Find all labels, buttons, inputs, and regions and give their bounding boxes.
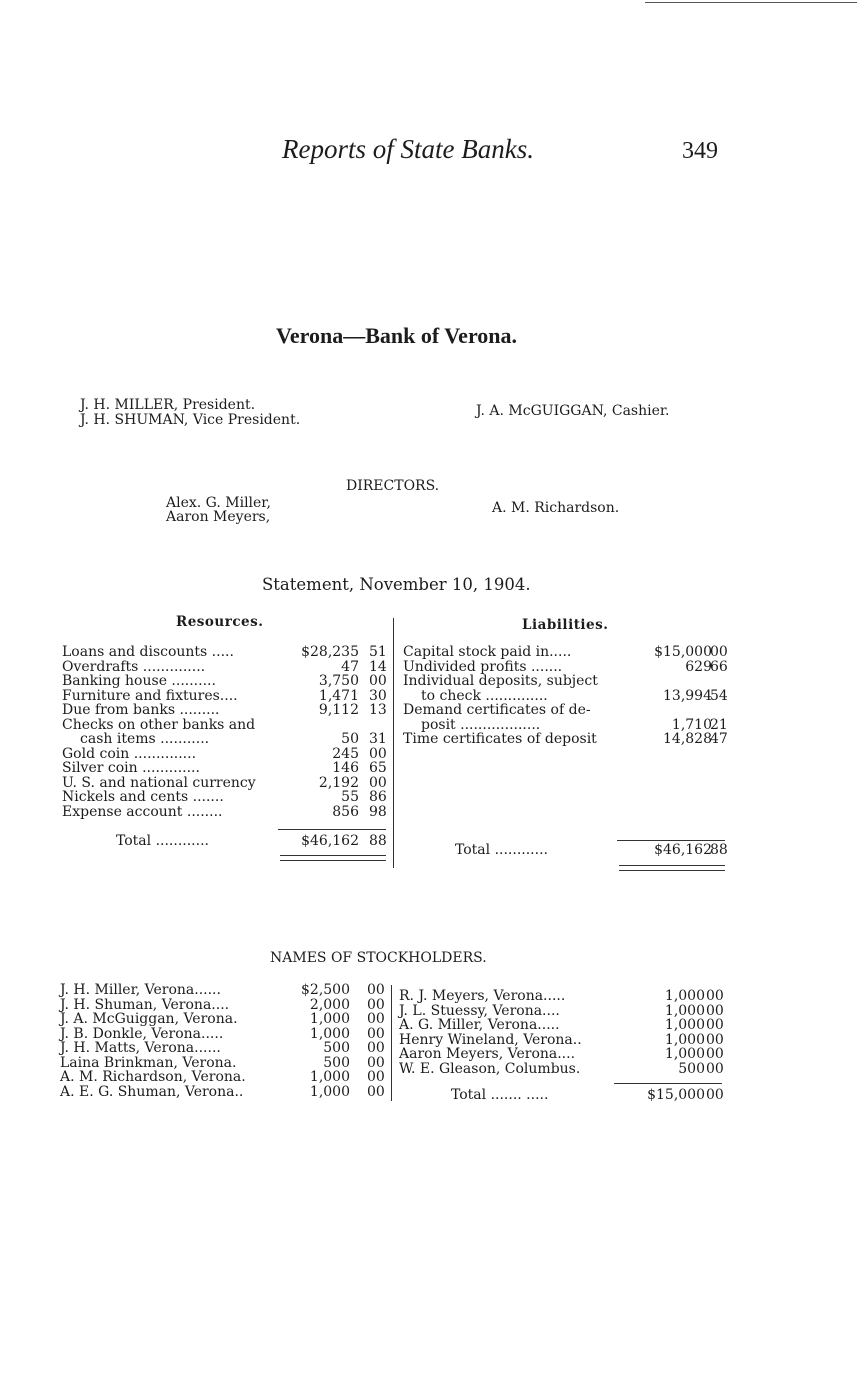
list-item: W. E. Gleason, Columbus. 500 00 xyxy=(399,1060,724,1077)
list-item: Aaron Meyers, Verona.... 1,000 00 xyxy=(399,1046,724,1062)
list-item: J. H. Shuman, Verona.... 2,000 00 xyxy=(60,996,385,1013)
table-row: Overdrafts .............. 47 14 xyxy=(62,658,387,675)
table-row: Demand certificates of de- xyxy=(403,702,591,718)
table-row: Nickels and cents ....... 55 86 xyxy=(62,789,387,805)
liabilities-table xyxy=(403,645,733,747)
total-row: Total ............ $46,162 88 xyxy=(116,833,387,849)
list-item: J. H. Matts, Verona...... 500 00 xyxy=(60,1040,385,1056)
total-row: Total ....... ..... $15,000 00 xyxy=(451,1087,724,1103)
subtotal-rule xyxy=(617,840,725,841)
table-row: cash items ........... 50 31 xyxy=(80,731,387,747)
officer-president: J. H. MILLER, President. xyxy=(80,397,256,413)
double-rule xyxy=(280,860,386,861)
list-item: R. J. Meyers, Verona..... 1,000 00 xyxy=(399,988,724,1004)
column-divider xyxy=(393,618,394,868)
table-row: Individual deposits, subject xyxy=(403,673,598,689)
total-row: Total ............ $46,162 88 xyxy=(455,842,728,858)
table-row: U. S. and national currency 2,192 00 xyxy=(62,774,387,791)
top-edge-rule xyxy=(645,2,857,3)
subtotal-rule xyxy=(278,829,386,830)
statement-date: Statement, November 10, 1904. xyxy=(262,575,531,594)
officer-vice-president: J. H. SHUMAN, Vice President. xyxy=(80,412,301,428)
director-name: Aaron Meyers, xyxy=(166,509,271,525)
list-item: J. L. Stuessy, Verona.... 1,000 00 xyxy=(399,1002,724,1019)
table-row: Expense account ........ 856 98 xyxy=(62,803,387,820)
liabilities-heading: Liabilities. xyxy=(522,617,609,633)
stockholders-heading: NAMES OF STOCKHOLDERS. xyxy=(270,950,487,966)
double-rule xyxy=(619,865,725,866)
running-head: Reports of State Banks. xyxy=(282,134,534,164)
liabilities-total xyxy=(403,843,733,858)
resources-table xyxy=(62,645,392,819)
stockholders-right xyxy=(399,989,729,1076)
table-row: Undivided profits ....... 629 66 xyxy=(403,658,728,675)
director-name: A. M. Richardson. xyxy=(492,500,620,516)
list-item: A. M. Richardson, Verona. 1,000 00 xyxy=(60,1069,385,1085)
list-item: A. G. Miller, Verona..... 1,000 00 xyxy=(399,1017,724,1033)
officer-cashier: J. A. McGUIGGAN, Cashier. xyxy=(476,403,670,419)
table-row: Gold coin .............. 245 00 xyxy=(62,745,387,762)
table-row: posit .................. 1,710 21 xyxy=(421,716,728,733)
stockholders-left xyxy=(60,983,390,1099)
bank-title: Verona—Bank of Verona. xyxy=(276,323,518,348)
double-rule xyxy=(280,855,386,856)
table-row: to check .............. 13,994 54 xyxy=(421,687,728,704)
table-row: Checks on other banks and xyxy=(62,716,256,733)
table-row: Capital stock paid in..... $15,000 00 xyxy=(403,644,728,660)
list-item: J. H. Miller, Verona...... $2,500 00 xyxy=(60,982,385,998)
table-row: Banking house .......... 3,750 00 xyxy=(62,673,387,689)
table-row: Due from banks ......... 9,112 13 xyxy=(62,702,387,718)
resources-heading: Resources. xyxy=(176,614,264,630)
double-rule xyxy=(619,870,725,871)
director-name: Alex. G. Miller, xyxy=(166,495,271,511)
table-row: Furniture and fixtures.... 1,471 30 xyxy=(62,687,387,704)
subtotal-rule xyxy=(614,1083,722,1084)
list-item: J. B. Donkle, Verona..... 1,000 00 xyxy=(60,1025,385,1042)
list-item: A. E. G. Shuman, Verona.. 1,000 00 xyxy=(60,1083,385,1100)
list-item: Henry Wineland, Verona.. 1,000 00 xyxy=(399,1031,724,1048)
page-number: 349 xyxy=(682,138,718,164)
resources-total xyxy=(62,834,392,849)
directors-heading: DIRECTORS. xyxy=(346,478,440,494)
table-row: Silver coin ............. 146 65 xyxy=(62,760,387,776)
table-row: Time certificates of deposit 14,828 47 xyxy=(403,731,728,747)
table-row: Loans and discounts ..... $28,235 51 xyxy=(62,644,387,660)
stockholders-total xyxy=(399,1088,729,1103)
column-divider xyxy=(391,985,392,1101)
list-item: Laina Brinkman, Verona. 500 00 xyxy=(60,1054,385,1071)
list-item: J. A. McGuiggan, Verona. 1,000 00 xyxy=(60,1011,385,1027)
